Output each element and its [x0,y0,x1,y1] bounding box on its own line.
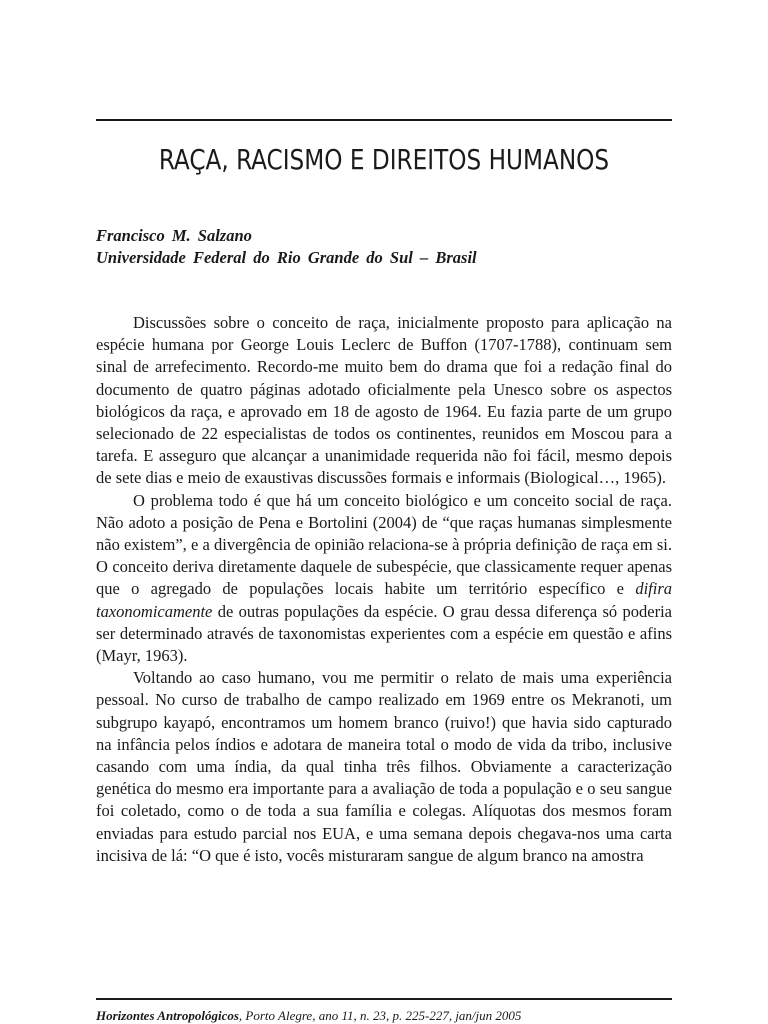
page-footer [96,1008,672,1024]
author-name: Francisco M. Salzano [96,226,252,245]
emphasis-text: difira taxonomicamente [96,579,672,621]
article-body [96,312,672,867]
author-block [96,225,672,269]
bottom-rule [96,998,672,1000]
paragraph: Discussões sobre o conceito de raça, inicialmente proposto para aplicação na espécie humana por George Louis Leclerc de Buffon (1707-1788), continuam sem sinal de arrefecimento. Recordo-me muito bem do drama que foi a redação final do documento de quatro páginas adotado oficialmente pela Unesco sobre os aspectos biológicos da raça, e aprovado em 18 de agosto de 1964. Eu fazia parte de um grupo selecionado de 22 especialistas de todos os continentes, reunidos em Moscou para a tarefa. E asseguro que alcançar a unanimidade requerida não foi fácil, mesmo depois de sete dias e meio de exaustivas discussões formais e informais (Biological…, 1965). [96,313,672,488]
journal-details: , Porto Alegre, ano 11, n. 23, p. 225-227, jan/jun 2005 [238,1008,522,1023]
author-affiliation: Universidade Federal do Rio Grande do Sul – Brasil [96,248,477,267]
paragraph: O problema todo é que há um conceito biológico e um conceito social de raça. Não adoto a posição de Pena e Bortolini (2004) de “que raças humanas simplesmente não existem”, e a divergência de opinião relaciona-se à própria definição de raça em si. O conceito deriva diretamente daquele de subespécie, que classicamente requer apenas que o agregado de populações locais habite um território específico e difira taxonomicamente de outras populações da espécie. O grau dessa diferença só poderia ser determinado através de taxonomistas experientes com a espécie em questão e afins (Mayr, 1963). [96,490,672,666]
paragraph: Voltando ao caso humano, vou me permitir o relato de mais uma experiência pessoal. No curso de trabalho de campo realizado em 1969 entre os Mekranoti, um subgrupo kayapó, encontramos um homem branco (ruivo!) que havia sido capturado na infância pelos índios e adotara de maneira total o modo de vida da tribo, inclusive casando com uma índia, da qual tinha três filhos. Obviamente a caracterização genética do mesmo era importante para a avaliação de toda a população e o seu sangue foi coletado, como o de toda a sua família e colegas. Alíquotas dos mesmos foram enviadas para estudo parcial nos EUA, e uma semana depois chegava-nos uma carta incisiva de lá: “O que é isto, vocês misturaram sangue de algum branco na amostra [96,668,672,865]
top-rule [96,119,672,121]
journal-name: Horizontes Antropológicos [96,1008,239,1023]
article-title: RAÇA, RACISMO E DIREITOS HUMANOS [158,143,610,176]
